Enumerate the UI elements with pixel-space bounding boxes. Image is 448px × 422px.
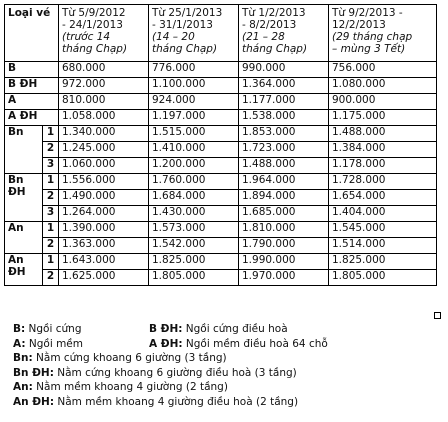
legend-item-bdh: B ĐH: Ngồi cứng điều hoà [149, 323, 288, 335]
row-label: B [5, 62, 59, 78]
row-label: An ĐH [5, 254, 43, 286]
price-cell: 1.825.000 [329, 254, 437, 270]
price-cell: 1.853.000 [239, 126, 329, 142]
tier-number: 1 [43, 222, 59, 238]
price-cell: 1.430.000 [149, 206, 239, 222]
price-cell: 1.643.000 [59, 254, 149, 270]
price-cell: 1.990.000 [239, 254, 329, 270]
period-header-4: Từ 9/2/2013 - 12/2/2013 (29 tháng chạp – mùng 3 Tết) [329, 5, 437, 62]
price-cell: 1.760.000 [149, 174, 239, 190]
table-row [5, 174, 437, 190]
price-cell: 756.000 [329, 62, 437, 78]
price-cell: 1.404.000 [329, 206, 437, 222]
table-row [5, 62, 437, 78]
legend-row [13, 322, 298, 337]
price-cell: 1.410.000 [149, 142, 239, 158]
price-cell: 1.080.000 [329, 78, 437, 94]
price-cell: 1.177.000 [239, 94, 329, 110]
price-cell: 1.364.000 [239, 78, 329, 94]
legend-item-adh: A ĐH: Ngồi mềm điều hoà 64 chỗ [149, 337, 328, 350]
price-cell: 1.573.000 [149, 222, 239, 238]
price-cell: 1.805.000 [149, 270, 239, 286]
table-row [5, 222, 437, 238]
price-cell: 1.964.000 [239, 174, 329, 190]
price-cell: 1.200.000 [149, 158, 239, 174]
table-row [5, 126, 437, 142]
period-header-2: Từ 25/1/2013 - 31/1/2013 (14 – 20 tháng Chạp) [149, 5, 239, 62]
table-row [5, 110, 437, 126]
price-cell: 1.625.000 [59, 270, 149, 286]
ticket-type-header: Loại vé [5, 5, 59, 62]
price-cell: 1.825.000 [149, 254, 239, 270]
legend-item-bndh: Bn ĐH: Nằm cứng khoang 6 giường điều hoà (3 tầng) [13, 366, 297, 379]
price-cell: 1.515.000 [149, 126, 239, 142]
tier-number: 2 [43, 270, 59, 286]
price-cell: 1.654.000 [329, 190, 437, 206]
price-cell: 1.488.000 [329, 126, 437, 142]
legend-item-a: A: Ngồi mềm [13, 337, 83, 350]
tier-number: 1 [43, 126, 59, 142]
period-header-3: Từ 1/2/2013 - 8/2/2013 (21 – 28 tháng Chạp) [239, 5, 329, 62]
row-label: A [5, 94, 59, 110]
legend-row [13, 337, 328, 352]
price-cell: 1.538.000 [239, 110, 329, 126]
price-cell: 1.805.000 [329, 270, 437, 286]
table-row [5, 206, 437, 222]
price-cell: 1.810.000 [239, 222, 329, 238]
price-cell: 1.556.000 [59, 174, 149, 190]
tier-number: 2 [43, 238, 59, 254]
tier-number: 1 [43, 254, 59, 270]
table-row [5, 94, 437, 110]
price-cell: 900.000 [329, 94, 437, 110]
row-label: A ĐH [5, 110, 59, 126]
price-cell: 1.790.000 [239, 238, 329, 254]
table-row [5, 190, 437, 206]
resize-handle[interactable] [434, 312, 441, 319]
price-cell: 680.000 [59, 62, 149, 78]
price-cell: 1.340.000 [59, 126, 149, 142]
price-cell: 1.384.000 [329, 142, 437, 158]
table-row [5, 142, 437, 158]
price-cell: 1.100.000 [149, 78, 239, 94]
price-cell: 776.000 [149, 62, 239, 78]
price-cell: 1.545.000 [329, 222, 437, 238]
price-cell: 990.000 [239, 62, 329, 78]
row-label: Bn ĐH [5, 174, 43, 222]
price-cell: 1.264.000 [59, 206, 149, 222]
price-cell: 1.723.000 [239, 142, 329, 158]
price-cell: 1.488.000 [239, 158, 329, 174]
row-label: Bn [5, 126, 43, 174]
price-cell: 1.363.000 [59, 238, 149, 254]
tier-number: 2 [43, 190, 59, 206]
price-cell: 1.728.000 [329, 174, 437, 190]
row-label: An [5, 222, 43, 254]
price-cell: 1.490.000 [59, 190, 149, 206]
price-cell: 1.197.000 [149, 110, 239, 126]
table-row [5, 78, 437, 94]
price-cell: 810.000 [59, 94, 149, 110]
tier-number: 1 [43, 174, 59, 190]
price-cell: 1.685.000 [239, 206, 329, 222]
price-cell: 1.514.000 [329, 238, 437, 254]
price-cell: 1.175.000 [329, 110, 437, 126]
table-row [5, 158, 437, 174]
legend-item-andh: An ĐH: Nằm mềm khoang 4 giường điều hoà (2 tầng) [13, 395, 299, 408]
price-cell: 1.894.000 [239, 190, 329, 206]
table-row [5, 270, 437, 286]
period-header-1: Từ 5/9/2012 - 24/1/2013 (trước 14 tháng Chạp) [59, 5, 149, 62]
price-cell: 972.000 [59, 78, 149, 94]
price-cell: 1.684.000 [149, 190, 239, 206]
price-cell: 1.178.000 [329, 158, 437, 174]
legend-item-bn: Bn: Nằm cứng khoang 6 giường (3 tầng) [13, 352, 227, 364]
row-label: B ĐH [5, 78, 59, 94]
price-cell: 1.245.000 [59, 142, 149, 158]
header-row [5, 5, 437, 62]
tier-number: 3 [43, 206, 59, 222]
fare-table [4, 4, 437, 286]
legend-item-b: B: Ngồi cứng [13, 323, 82, 335]
price-cell: 1.058.000 [59, 110, 149, 126]
price-cell: 924.000 [149, 94, 239, 110]
tier-number: 2 [43, 142, 59, 158]
price-cell: 1.390.000 [59, 222, 149, 238]
tier-number: 3 [43, 158, 59, 174]
price-cell: 1.060.000 [59, 158, 149, 174]
legend-item-an: An: Nằm mềm khoang 4 giường (2 tầng) [13, 381, 228, 393]
table-row [5, 238, 437, 254]
price-cell: 1.542.000 [149, 238, 239, 254]
table-row [5, 254, 437, 270]
price-cell: 1.970.000 [239, 270, 329, 286]
legend [13, 322, 328, 409]
